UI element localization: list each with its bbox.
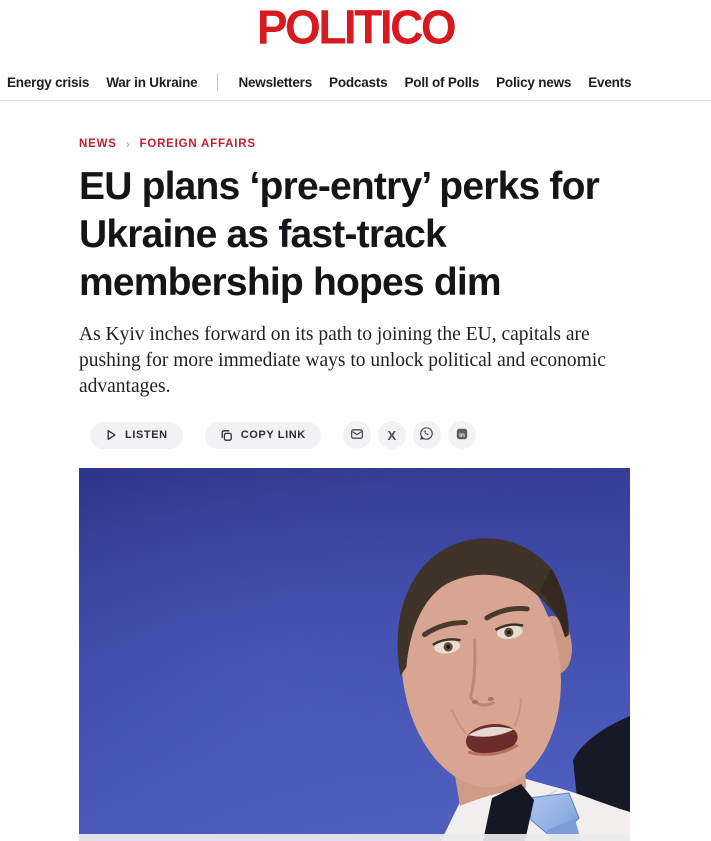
header-divider <box>0 100 711 101</box>
copy-link-label: COPY LINK <box>240 429 306 441</box>
breadcrumb-category-foreign-affairs[interactable]: FOREIGN AFFAIRS <box>139 138 256 150</box>
share-linkedin-button[interactable] <box>448 421 476 449</box>
share-x-button[interactable] <box>378 421 406 449</box>
listen-button[interactable] <box>90 422 183 449</box>
breadcrumb <box>79 137 630 151</box>
share-email-button[interactable] <box>343 421 371 449</box>
linkedin-icon <box>455 427 469 444</box>
nav-item-energy-crisis[interactable]: Energy crisis <box>7 75 90 90</box>
article <box>79 137 630 841</box>
politico-logo[interactable]: POLITICO <box>256 0 455 55</box>
nav-item-podcasts[interactable]: Podcasts <box>329 75 388 90</box>
copy-icon <box>220 429 233 442</box>
play-icon <box>105 429 117 441</box>
nav-item-war-in-ukraine[interactable]: War in Ukraine <box>106 75 198 90</box>
top-navigation <box>0 74 711 91</box>
email-icon <box>350 427 364 444</box>
nav-item-events[interactable]: Events <box>588 75 632 90</box>
hero-image <box>79 468 630 841</box>
masthead <box>0 0 711 55</box>
nav-item-poll-of-polls[interactable]: Poll of Polls <box>404 75 480 90</box>
article-headline: EU plans ‘pre-entry’ perks for Ukraine as fast-track membership hopes dim <box>79 165 600 304</box>
x-icon: X <box>387 427 397 443</box>
share-buttons <box>343 421 476 449</box>
whatsapp-icon <box>419 426 434 444</box>
listen-label: LISTEN <box>125 429 168 441</box>
chevron-right-icon: › <box>125 137 131 151</box>
svg-text:in: in <box>458 431 465 439</box>
nav-item-newsletters[interactable]: Newsletters <box>238 75 313 90</box>
article-actions <box>90 421 630 449</box>
share-whatsapp-button[interactable] <box>413 421 441 449</box>
breadcrumb-section-news[interactable]: NEWS <box>79 138 117 150</box>
nav-item-policy-news[interactable]: Policy news <box>496 75 572 90</box>
nav-divider <box>217 74 218 91</box>
copy-link-button[interactable] <box>205 422 321 449</box>
article-dek: As Kyiv inches forward on its path to joining the EU, capitals are pushing for more immediate ways to unlock political and economic advantages. <box>79 324 606 397</box>
